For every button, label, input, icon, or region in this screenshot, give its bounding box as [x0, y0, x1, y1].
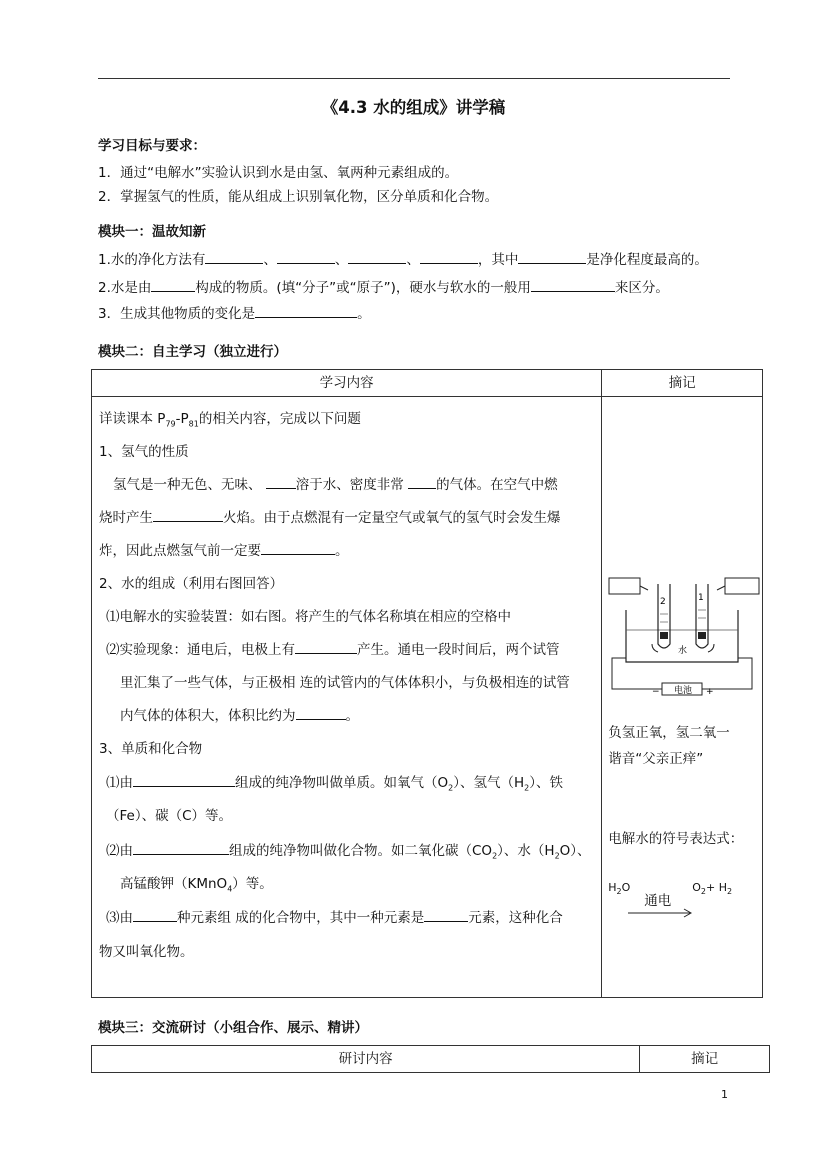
equation-label: 电解水的符号表达式： [608, 831, 744, 847]
module3-table [91, 1045, 770, 1073]
electrode-left [660, 632, 668, 639]
col-header-discussion: 研讨内容 [92, 1046, 640, 1073]
mnemonic-line-1: 负氢正氧，氢二氧一 [608, 725, 730, 741]
col-header-content: 学习内容 [92, 370, 602, 397]
section-2-line-3: 里汇集了一些气体，与正极相 连的试管内的气体体积小，与负极相连的试管 [120, 675, 570, 691]
col-header-notes: 摘记 [602, 370, 763, 397]
answer-blank[interactable] [531, 279, 615, 292]
section-2-title: 2、水的组成（利用右图回答） [99, 576, 284, 592]
section-2-line-1: ⑴电解水的实验装置：如右图。将产生的气体名称填在相应的空格中 [106, 609, 511, 625]
pointer-line-right [717, 586, 725, 590]
equation-right: $O_2+ H_2$ [692, 881, 733, 897]
answer-blank[interactable] [133, 842, 229, 855]
battery-plus: + [706, 687, 714, 697]
notes-cell [602, 397, 763, 998]
content-cell [92, 397, 602, 998]
answer-blank[interactable] [348, 251, 406, 264]
section-1-title: 1、氢气的性质 [99, 444, 189, 460]
arrow-icon [628, 908, 694, 918]
section-1-line-3: 炸，因此点燃氢气前一定要 。 [99, 543, 349, 559]
header-rule [98, 78, 730, 79]
answer-blank[interactable] [420, 251, 478, 264]
section-3-line-6: 物又叫氧化物。 [99, 944, 194, 960]
equation-condition: 通电 [644, 893, 672, 909]
answer-blank[interactable] [277, 251, 335, 264]
wire-left [612, 658, 662, 689]
answer-blank[interactable] [153, 509, 223, 522]
answer-blank[interactable] [295, 641, 357, 654]
answer-blank[interactable] [296, 707, 346, 720]
gas-answer-box-left[interactable] [609, 578, 640, 594]
wire-right [702, 658, 752, 689]
mnemonic-line-2: 谐音“父亲正痒” [608, 751, 704, 767]
goal-item-2: 2．掌握氢气的性质，能从组成上识别氧化物，区分单质和化合物。 [98, 189, 499, 205]
page-number: 1 [721, 1088, 728, 1101]
answer-blank[interactable] [424, 909, 468, 922]
answer-blank[interactable] [408, 476, 436, 489]
water-label: 水 [678, 646, 688, 656]
answer-blank[interactable] [261, 542, 335, 555]
section-3-line-3: ⑵由 组成的纯净物叫做化合物。如二氧化碳$(CO_2)$、水$(H_2O)$、 [106, 843, 591, 861]
goals-heading: 学习目标与要求： [98, 138, 206, 154]
section-2-line-4: 内气体的体积大，体积比约为 。 [120, 708, 359, 724]
electrolysis-diagram [602, 570, 762, 705]
col-header-notes: 摘记 [640, 1046, 770, 1073]
intro-line: 详读课本 $P_{79}-P_{81}$的相关内容，完成以下问题 [99, 411, 361, 429]
section-3-title: 3、单质和化合物 [99, 741, 203, 757]
tube-left-mark: 2 [660, 597, 666, 607]
answer-blank[interactable] [133, 774, 235, 787]
section-3-line-1: ⑴由 组成的纯净物叫做单质。如氧气$(O_2)$、氢气$(H_2)$、铁 [106, 775, 563, 793]
section-3-line-5: ⑶由 种元素组 成的化合物中，其中一种元素是 元素，这种化合 [106, 910, 563, 926]
section-1-line-2: 烧时产生 火焰。由于点燃混有一定量空气或氧气的氢气时会发生爆 [99, 510, 561, 526]
module2-table [91, 369, 763, 998]
page-title: 《4.3 水的组成》讲学稿 [321, 98, 506, 117]
tube-right-outer [708, 644, 714, 652]
answer-blank[interactable] [151, 279, 195, 292]
answer-blank[interactable] [133, 909, 177, 922]
tube-right-mark: 1 [698, 593, 704, 603]
battery-minus: − [652, 687, 660, 697]
module3-heading: 模块三：交流研讨（小组合作、展示、精讲） [98, 1020, 368, 1036]
answer-blank[interactable] [255, 305, 357, 318]
equation-left: $H_2O$ [608, 881, 631, 897]
goal-item-1: 1．通过“电解水”实验认识到水是由氢、氧两种元素组成的。 [98, 165, 459, 181]
module1-question-2: 2.水是由 构成的物质。(填“分子”或“原子”)，硬水与软水的一般用 来区分。 [98, 280, 669, 296]
section-1-line-1: 氢气是一种无色、无味、 溶于水、密度非常 的气体。在空气中燃 [113, 477, 558, 493]
section-3-line-4: 高锰酸钾（KMnO$_4$）等。 [120, 876, 273, 894]
module1-heading: 模块一：温故知新 [98, 224, 206, 240]
electrode-right [698, 632, 706, 639]
answer-blank[interactable] [205, 251, 263, 264]
answer-blank[interactable] [518, 251, 586, 264]
module1-question-3: 3．生成其他物质的变化是 。 [98, 306, 371, 322]
tube-left-outer [652, 644, 658, 652]
answer-blank[interactable] [266, 476, 296, 489]
section-3-line-2: （Fe）、碳（C）等。 [106, 808, 233, 824]
module1-question-1: 1.水的净化方法有 、 、 、 ，其中 是净化程度最高的。 [98, 252, 708, 268]
section-2-line-2: ⑵实验现象：通电后，电极上有 产生。通电一段时间后，两个试管 [106, 642, 560, 658]
battery-label: 电池 [674, 686, 693, 696]
module2-heading: 模块二：自主学习（独立进行） [98, 344, 287, 360]
gas-answer-box-right[interactable] [725, 578, 759, 594]
pointer-line-left [640, 586, 648, 590]
